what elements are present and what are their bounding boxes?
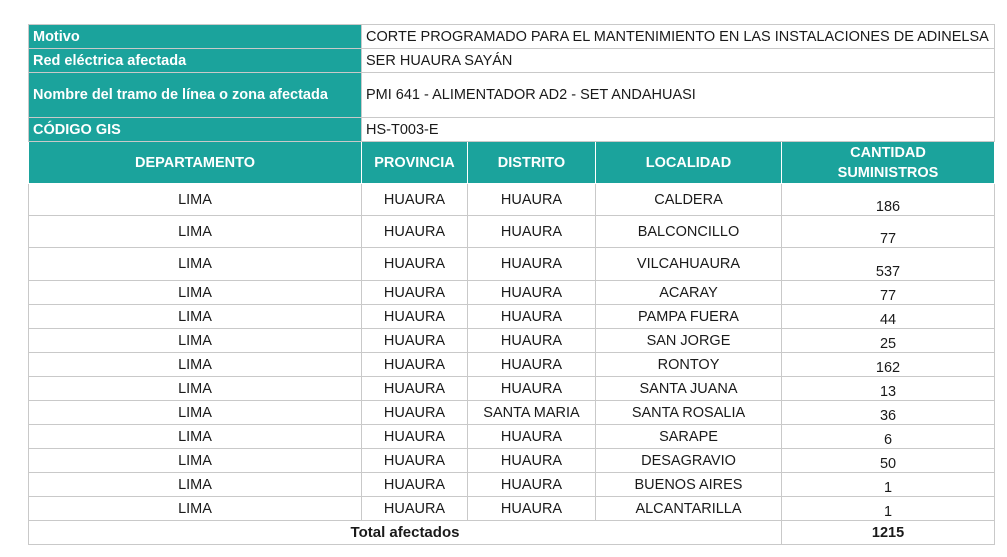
cell-distrito: HUAURA (468, 305, 596, 329)
cell-distrito: HUAURA (468, 377, 596, 401)
table-row (29, 248, 995, 281)
cell-provincia: HUAURA (362, 216, 468, 248)
column-header-row (29, 142, 995, 184)
gis-value: HS-T003-E (362, 118, 995, 142)
cell-provincia: HUAURA (362, 377, 468, 401)
cell-cantidad: 77 (782, 281, 995, 305)
cell-departamento: LIMA (29, 497, 362, 521)
cell-cantidad: 6 (782, 425, 995, 449)
table-row (29, 305, 995, 329)
total-label: Total afectados (29, 521, 782, 545)
cell-distrito: HUAURA (468, 497, 596, 521)
cell-departamento: LIMA (29, 377, 362, 401)
cell-provincia: HUAURA (362, 305, 468, 329)
outage-notice-sheet (28, 24, 994, 545)
motivo-value: CORTE PROGRAMADO PARA EL MANTENIMIENTO EN LAS INSTALACIONES DE ADINELSA (362, 25, 995, 49)
total-value: 1215 (782, 521, 995, 545)
cell-localidad: VILCAHUAURA (596, 248, 782, 281)
table-row (29, 401, 995, 425)
cell-distrito: HUAURA (468, 473, 596, 497)
col-cantidad (782, 142, 995, 184)
table-row (29, 377, 995, 401)
cell-distrito: SANTA MARIA (468, 401, 596, 425)
cell-localidad: PAMPA FUERA (596, 305, 782, 329)
cell-localidad: RONTOY (596, 353, 782, 377)
motivo-label: Motivo (29, 25, 362, 49)
red-value: SER HUAURA SAYÁN (362, 49, 995, 73)
cell-distrito: HUAURA (468, 353, 596, 377)
col-departamento: DEPARTAMENTO (29, 142, 362, 184)
cell-localidad: CALDERA (596, 184, 782, 216)
cell-provincia: HUAURA (362, 497, 468, 521)
total-row (29, 521, 995, 545)
table-row (29, 473, 995, 497)
outage-table (28, 24, 995, 545)
cell-cantidad: 162 (782, 353, 995, 377)
cell-provincia: HUAURA (362, 329, 468, 353)
table-row (29, 329, 995, 353)
cell-cantidad: 44 (782, 305, 995, 329)
cell-distrito: HUAURA (468, 216, 596, 248)
cell-provincia: HUAURA (362, 248, 468, 281)
table-row (29, 184, 995, 216)
cell-departamento: LIMA (29, 401, 362, 425)
motivo-row (29, 25, 995, 49)
tramo-row (29, 73, 995, 118)
cell-cantidad: 36 (782, 401, 995, 425)
table-row (29, 216, 995, 248)
red-label: Red eléctrica afectada (29, 49, 362, 73)
cell-localidad: BALCONCILLO (596, 216, 782, 248)
table-row (29, 497, 995, 521)
cell-cantidad: 25 (782, 329, 995, 353)
cell-departamento: LIMA (29, 329, 362, 353)
cell-distrito: HUAURA (468, 184, 596, 216)
cell-distrito: HUAURA (468, 449, 596, 473)
cell-departamento: LIMA (29, 216, 362, 248)
cell-provincia: HUAURA (362, 425, 468, 449)
table-row (29, 281, 995, 305)
cell-departamento: LIMA (29, 425, 362, 449)
cell-distrito: HUAURA (468, 281, 596, 305)
cell-distrito: HUAURA (468, 329, 596, 353)
cell-cantidad: 77 (782, 216, 995, 248)
cell-localidad: SANTA JUANA (596, 377, 782, 401)
col-localidad: LOCALIDAD (596, 142, 782, 184)
cell-distrito: HUAURA (468, 425, 596, 449)
cell-cantidad: 186 (782, 184, 995, 216)
cell-localidad: SANTA ROSALIA (596, 401, 782, 425)
cell-localidad: ACARAY (596, 281, 782, 305)
cell-provincia: HUAURA (362, 281, 468, 305)
cell-cantidad: 1 (782, 497, 995, 521)
cell-localidad: DESAGRAVIO (596, 449, 782, 473)
cell-provincia: HUAURA (362, 184, 468, 216)
cell-departamento: LIMA (29, 473, 362, 497)
cell-departamento: LIMA (29, 305, 362, 329)
cell-departamento: LIMA (29, 353, 362, 377)
tramo-label: Nombre del tramo de línea o zona afectada (29, 73, 362, 118)
tramo-value: PMI 641 - ALIMENTADOR AD2 - SET ANDAHUASI (362, 73, 995, 118)
cell-cantidad: 13 (782, 377, 995, 401)
red-row (29, 49, 995, 73)
col-distrito: DISTRITO (468, 142, 596, 184)
table-row (29, 449, 995, 473)
cell-provincia: HUAURA (362, 449, 468, 473)
cell-cantidad: 50 (782, 449, 995, 473)
cell-cantidad: 1 (782, 473, 995, 497)
col-cantidad-line1: CANTIDAD (850, 144, 926, 161)
cell-distrito: HUAURA (468, 248, 596, 281)
col-provincia: PROVINCIA (362, 142, 468, 184)
cell-localidad: BUENOS AIRES (596, 473, 782, 497)
cell-localidad: ALCANTARILLA (596, 497, 782, 521)
cell-provincia: HUAURA (362, 353, 468, 377)
cell-cantidad: 537 (782, 248, 995, 281)
cell-provincia: HUAURA (362, 401, 468, 425)
gis-label: CÓDIGO GIS (29, 118, 362, 142)
cell-provincia: HUAURA (362, 473, 468, 497)
table-row (29, 425, 995, 449)
gis-row (29, 118, 995, 142)
cell-localidad: SARAPE (596, 425, 782, 449)
table-row (29, 353, 995, 377)
cell-departamento: LIMA (29, 184, 362, 216)
cell-departamento: LIMA (29, 449, 362, 473)
cell-departamento: LIMA (29, 281, 362, 305)
cell-departamento: LIMA (29, 248, 362, 281)
col-cantidad-line2: SUMINISTROS (837, 164, 939, 181)
cell-localidad: SAN JORGE (596, 329, 782, 353)
